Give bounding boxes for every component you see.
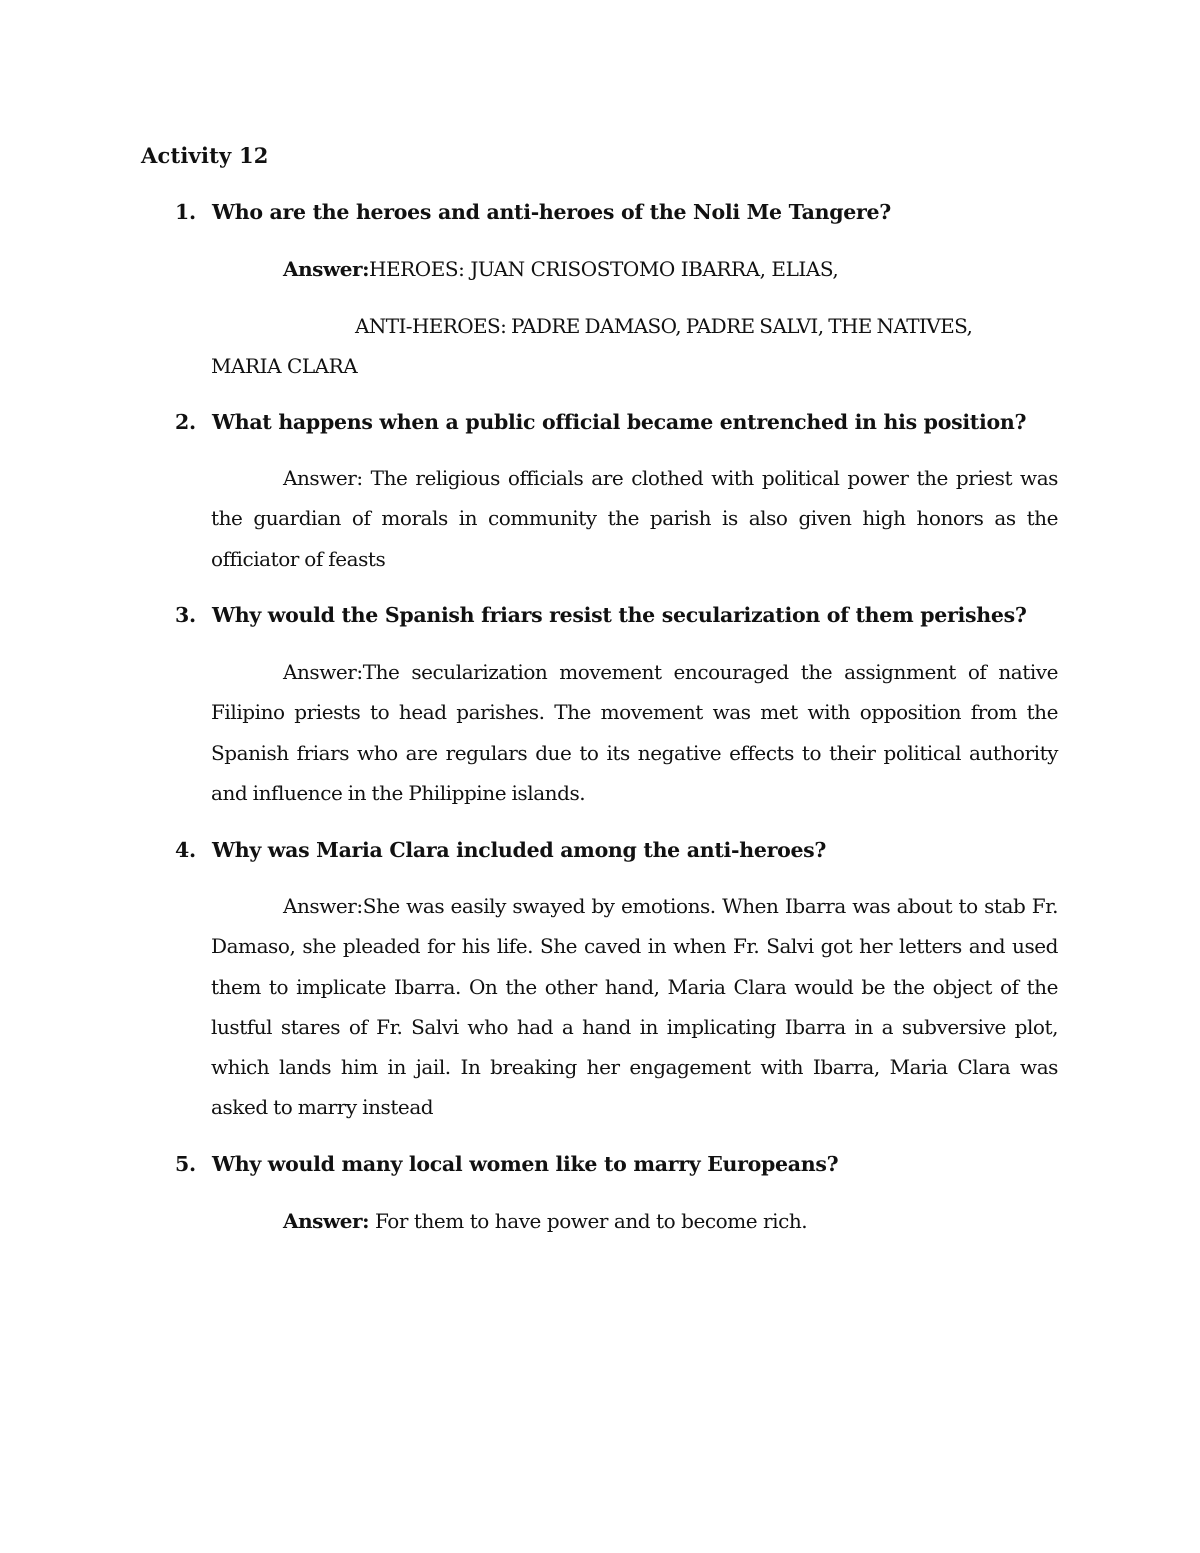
answer-3: Answer:The secularization movement encouraged the assignment of native Filipino priests to head parishes. The movement was met with opposition from the Spanish friars who are regulars due to its negative effects to their political authority and influence in the Philippine islands.: [211, 660, 1058, 805]
answer-5: [283, 1209, 807, 1233]
question-4: [175, 838, 1075, 862]
answer-4: Answer:She was easily swayed by emotions. When Ibarra was about to stab Fr. Damaso, she pleaded for his life. She caved in when Fr. Salvi got her letters and used them to implicate Ibarra. On the other hand, Maria Clara would be the object of the lustful stares of Fr. Salvi who had a hand in implicating Ibarra in a subversive plot, which lands him in jail. In breaking her engagement with Ibarra, Maria Clara was asked to marry instead: [211, 894, 1058, 1120]
question-number: 5.: [175, 1152, 196, 1176]
question-3: [175, 603, 1075, 627]
answer-label: Answer:: [283, 257, 370, 281]
question-text: What happens when a public official became entrenched in his position?: [212, 410, 1027, 434]
answer-1-heroes: [283, 257, 838, 281]
question-2: [175, 410, 1075, 434]
question-text: Who are the heroes and anti-heroes of the Noli Me Tangere?: [212, 200, 891, 224]
question-number: 3.: [175, 603, 196, 627]
question-1: [175, 200, 1075, 224]
question-number: 1.: [175, 200, 196, 224]
question-number: 4.: [175, 838, 196, 862]
question-text: Why would many local women like to marry Europeans?: [212, 1152, 839, 1176]
page-title: Activity 12: [141, 143, 269, 168]
question-text: Why would the Spanish friars resist the secularization of them perishes?: [212, 603, 1027, 627]
answer-label: Answer:: [283, 1209, 370, 1233]
answer-heroes-text: HEROES: JUAN CRISOSTOMO IBARRA, ELIAS,: [369, 257, 839, 281]
question-number: 2.: [175, 410, 196, 434]
answer-1-antiheroes: ANTI-HEROES: PADRE DAMASO, PADRE SALVI, THE NATIVES,: [355, 314, 973, 338]
answer-text: For them to have power and to become rich.: [374, 1209, 808, 1233]
answer-1-antiheroes-cont: MARIA CLARA: [211, 354, 358, 378]
question-text: Why was Maria Clara included among the anti-heroes?: [212, 838, 827, 862]
answer-2: Answer: The religious officials are clothed with political power the priest was the guardian of morals in community the parish is also given high honors as the officiator of feasts: [211, 466, 1058, 571]
question-5: [175, 1152, 1075, 1176]
